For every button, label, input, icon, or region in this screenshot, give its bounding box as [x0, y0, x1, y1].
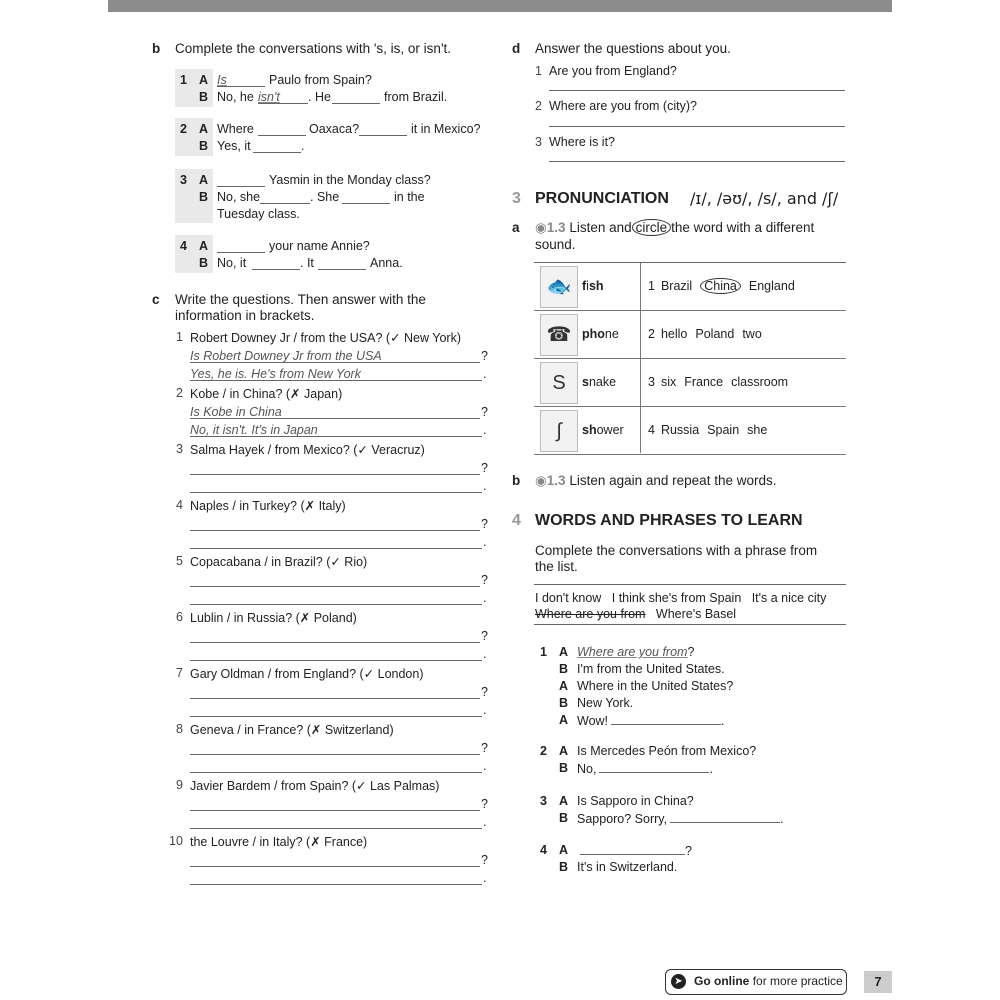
section-3-phonemes: /ɪ/, /əʊ/, /s/, and /ʃ/ [690, 189, 839, 208]
phrase-list-line-1 [535, 591, 826, 605]
s4-item-2-line-1 [577, 744, 756, 758]
c2-answer-text: No, it isn't. It's in Japan [190, 423, 318, 437]
line-end: . [709, 762, 713, 776]
s4-item-4-speaker-2: B [559, 860, 569, 874]
c6-question-line[interactable] [190, 642, 480, 643]
pron-word-3 [582, 375, 616, 389]
section-3b-instruction [535, 473, 776, 489]
instr-a-text2: the word with a different [671, 220, 815, 235]
s4-item-4-speaker-1: A [559, 843, 569, 857]
option-number: 2 [648, 327, 655, 341]
line-answer: Where are you from [577, 645, 688, 659]
c2-qmark: ? [481, 405, 488, 419]
word-rest-1: i [586, 279, 589, 293]
option-word-2[interactable]: France [684, 375, 724, 389]
b2-b-blank [253, 152, 301, 153]
phrase-4-used: Where are you from [535, 607, 646, 621]
c1-qmark: ? [481, 349, 488, 363]
c10-answer-line[interactable] [190, 884, 482, 885]
c7-period: . [483, 703, 487, 717]
b1-b-end: from Brazil. [384, 90, 448, 104]
section-3-title: PRONUNCIATION [535, 190, 669, 207]
pron-options-4 [648, 423, 775, 437]
c8-num: 8 [176, 722, 183, 736]
line-text: Is Mercedes Peón from Mexico? [577, 744, 757, 758]
b2-a-blank1 [258, 135, 306, 136]
s4-item-1-speaker-2: B [559, 662, 569, 676]
option-word-2[interactable]: China [700, 278, 741, 294]
line-text: I'm from the United States. [577, 662, 725, 676]
option-word-1[interactable]: Russia [660, 423, 700, 437]
c3-qmark: ? [481, 461, 488, 475]
c5-num: 5 [176, 554, 183, 568]
section-4-instruction-1: Complete the conversations with a phrase from [535, 543, 818, 558]
b1-b-mid: . He [308, 90, 331, 104]
c8-question-line[interactable] [190, 754, 480, 755]
line-text: Sapporo? Sorry, [577, 812, 668, 826]
c2-answer-line[interactable] [190, 436, 482, 437]
s4-item-1-speaker-4: B [559, 696, 569, 710]
pron-options-2 [648, 327, 770, 341]
go-online-button[interactable] [665, 969, 847, 995]
pron-row-2 [534, 311, 846, 359]
c6-prompt: Lublin / in Russia? (✗ Poland) [190, 611, 357, 625]
b3-b-text4: Tuesday class. [217, 207, 300, 221]
c3-period: . [483, 479, 487, 493]
s4-item-3-line-1 [577, 794, 694, 808]
section-3a-instruction-2: sound. [535, 237, 576, 252]
word-bold-2: sh [588, 279, 604, 293]
phrase-box-bottom [534, 624, 846, 625]
b3-a-text: Yasmin in the Monday class? [269, 173, 431, 187]
b4-num: 4 [180, 239, 187, 253]
c5-answer-line[interactable] [190, 604, 482, 605]
d2-text: Where are you from (city)? [549, 99, 697, 113]
c3-num: 3 [176, 442, 183, 456]
b3-b-blank2 [342, 203, 390, 204]
s4-item-2-num: 2 [540, 744, 547, 758]
line-end: . [780, 812, 784, 826]
s4-item-3-speaker-1: A [559, 794, 569, 808]
b3-num: 3 [180, 173, 187, 187]
b1-a-label: A [199, 73, 209, 87]
s4-item-1-num: 1 [540, 645, 547, 659]
s4-item-2-line-2 [577, 761, 713, 776]
b2-a-text2: Oaxaca? [309, 122, 360, 136]
b4-a-blank [217, 252, 265, 253]
phone-icon: ☎ [540, 314, 578, 356]
c4-prompt: Naples / in Turkey? (✗ Italy) [190, 499, 346, 513]
phrase-list-line-2 [535, 607, 736, 621]
go-online-rest: for more practice [752, 974, 843, 988]
section-4-title: WORDS AND PHRASES TO LEARN [535, 512, 803, 529]
c1-prompt: Robert Downey Jr / from the USA? (✓ New York) [190, 331, 461, 345]
c7-question-line[interactable] [190, 698, 480, 699]
b1-b-answer: isn't [258, 90, 280, 104]
s4-item-4-line-1 [577, 843, 692, 858]
b1-a-rest: Paulo from Spain? [269, 73, 372, 87]
c1-question-line[interactable] [190, 362, 480, 363]
c4-qmark: ? [481, 517, 488, 531]
b1-a-blank [217, 86, 265, 87]
c1-period: . [483, 367, 487, 381]
b3-b-label: B [199, 190, 209, 204]
word-bold-1: s [582, 375, 589, 389]
b1-b-pre: No, he [217, 90, 254, 104]
c7-prompt: Gary Oldman / from England? (✓ London) [190, 667, 424, 681]
option-word-2[interactable]: Spain [707, 423, 740, 437]
d1-text: Are you from England? [549, 64, 677, 78]
option-number: 1 [648, 279, 655, 293]
d2-num: 2 [535, 99, 542, 113]
word-rest-1: ower [596, 423, 624, 437]
option-word-3[interactable]: two [742, 327, 762, 341]
option-word-3[interactable]: she [747, 423, 768, 437]
b1-a-answer: Is [217, 73, 227, 87]
b4-a-label: A [199, 239, 209, 253]
s4-item-4-line-2 [577, 860, 677, 874]
c5-question-line[interactable] [190, 586, 480, 587]
go-online-text [694, 974, 843, 988]
cd-audio-icon[interactable]: ◉ [535, 220, 547, 235]
option-number: 4 [648, 423, 655, 437]
c7-num: 7 [176, 666, 183, 680]
word-bold-1: f [582, 279, 587, 293]
instr-b-text: Listen again and repeat the words. [569, 473, 777, 488]
option-number: 3 [648, 375, 655, 389]
s4-item-4-num: 4 [540, 843, 547, 857]
cd-track-b: 1.3 [546, 473, 566, 488]
d3-text: Where is it? [549, 135, 615, 149]
option-word-3[interactable]: England [748, 279, 795, 293]
option-word-1[interactable]: Brazil [660, 279, 693, 293]
word-bold-2: o [597, 327, 605, 341]
s4-item-1-speaker-5: A [559, 713, 569, 727]
c9-prompt: Javier Bardem / from Spain? (✓ Las Palmas) [190, 779, 440, 793]
cd-audio-icon-b[interactable]: ◉ [535, 473, 547, 488]
page-number: 7 [864, 971, 892, 993]
line-text: Where in the United States? [577, 679, 734, 693]
instr-a-circle: circle [632, 219, 672, 236]
b2-b-end: . [301, 139, 305, 153]
line-end: ? [687, 645, 695, 659]
pron-row-1 [534, 263, 846, 311]
c9-question-line[interactable] [190, 810, 480, 811]
s4-item-1-line-1 [577, 645, 694, 659]
c5-qmark: ? [481, 573, 488, 587]
word-rest-1: nake [588, 375, 617, 389]
c8-qmark: ? [481, 741, 488, 755]
option-word-2[interactable]: Poland [695, 327, 735, 341]
b4-a-text: your name Annie? [269, 239, 370, 253]
page-top-edge [108, 0, 892, 12]
c10-num: 10 [169, 834, 183, 848]
c10-question-line[interactable] [190, 866, 480, 867]
c2-question-answer: Is Kobe in China [190, 405, 282, 419]
s4-item-1-line-4 [577, 696, 633, 710]
c4-question-line[interactable] [190, 530, 480, 531]
pron-word-2 [582, 327, 619, 341]
d1-answer-line[interactable] [549, 90, 845, 91]
c7-qmark: ? [481, 685, 488, 699]
section-b-instruction: Complete the conversations with 's, is, or isn't. [175, 41, 452, 56]
c9-answer-line[interactable] [190, 828, 482, 829]
section-c-instruction-1: Write the questions. Then answer with the [175, 292, 426, 307]
b2-b-label: B [199, 139, 209, 153]
word-rest-2: ne [604, 327, 619, 341]
c1-num: 1 [176, 330, 183, 344]
b1-b-blank1 [258, 103, 308, 104]
b4-b-text1: No, it [217, 256, 247, 270]
b4-b-text2: . It [300, 256, 314, 270]
c8-prompt: Geneva / in France? (✗ Switzerland) [190, 723, 394, 737]
phrase-3: It's a nice city [751, 591, 827, 605]
phrase-5: Where's Basel [655, 607, 737, 621]
answer-blank[interactable] [670, 811, 780, 823]
b4-b-text3: Anna. [370, 256, 403, 270]
phrase-1: I don't know [535, 591, 602, 605]
line-end: ? [685, 844, 692, 858]
line-text: No, [577, 762, 597, 776]
c5-prompt: Copacabana / in Brazil? (✓ Rio) [190, 555, 368, 569]
s4-item-1-line-5 [577, 713, 725, 728]
c2-prompt: Kobe / in China? (✗ Japan) [190, 387, 343, 401]
b3-b-text3: in the [394, 190, 425, 204]
b3-b-text2: . She [310, 190, 340, 204]
b3-b-blank1 [260, 203, 310, 204]
c3-prompt: Salma Hayek / from Mexico? (✓ Veracruz) [190, 443, 425, 457]
c2-num: 2 [176, 386, 183, 400]
c9-num: 9 [176, 778, 183, 792]
section-4-instruction-2: the list. [535, 559, 578, 574]
word-bold-1: sh [582, 423, 597, 437]
snake-icon: S [540, 362, 578, 404]
b4-b-blank2 [318, 269, 366, 270]
answer-blank[interactable] [580, 843, 685, 855]
section-c-letter: c [152, 292, 160, 307]
s4-item-3-num: 3 [540, 794, 547, 808]
c3-answer-line[interactable] [190, 492, 482, 493]
c6-period: . [483, 647, 487, 661]
pron-options-3 [648, 375, 796, 389]
phrase-box-top [534, 584, 846, 585]
s4-item-1-line-2 [577, 662, 725, 676]
c2-question-line[interactable] [190, 418, 480, 419]
s4-item-3-line-2 [577, 811, 784, 826]
b2-a-label: A [199, 122, 209, 136]
b1-b-blank2 [332, 103, 380, 104]
s4-item-1-line-3 [577, 679, 733, 693]
b2-num: 2 [180, 122, 187, 136]
b2-a-blank2 [359, 135, 407, 136]
b2-a-text1: Where [217, 122, 254, 136]
section-4-number: 4 [512, 512, 521, 529]
c4-answer-line[interactable] [190, 548, 482, 549]
section-d-letter: d [512, 41, 521, 56]
s4-item-1-speaker-1: A [559, 645, 569, 659]
d3-answer-line[interactable] [549, 161, 845, 162]
option-word-1[interactable]: six [660, 375, 677, 389]
b4-b-blank1 [252, 269, 300, 270]
s4-item-3-speaker-2: B [559, 811, 569, 825]
option-word-3[interactable]: classroom [731, 375, 789, 389]
c1-question-answer: Is Robert Downey Jr from the USA [190, 349, 382, 363]
c4-num: 4 [176, 498, 183, 512]
line-text: New York. [577, 696, 634, 710]
c2-period: . [483, 423, 487, 437]
c9-qmark: ? [481, 797, 488, 811]
section-c-instruction-2: information in brackets. [175, 308, 315, 323]
c6-answer-line[interactable] [190, 660, 482, 661]
section-3a-instruction [535, 220, 814, 236]
instr-a-text1: Listen and [569, 220, 632, 235]
d3-num: 3 [535, 135, 542, 149]
section-3-number: 3 [512, 190, 521, 207]
s4-item-2-speaker-1: A [559, 744, 569, 758]
word-bold-1: ph [582, 327, 598, 341]
phrase-2: I think she's from Spain [611, 591, 742, 605]
pron-row-4 [534, 407, 846, 455]
b3-a-label: A [199, 173, 209, 187]
c10-period: . [483, 871, 487, 885]
b2-b-text: Yes, it [217, 139, 251, 153]
c3-question-line[interactable] [190, 474, 480, 475]
c1-answer-line[interactable] [190, 380, 482, 381]
section-3a-letter: a [512, 220, 520, 235]
section-3b-letter: b [512, 473, 521, 488]
cd-track: 1.3 [546, 220, 566, 235]
c10-prompt: the Louvre / in Italy? (✗ France) [190, 835, 368, 849]
section-d-instruction: Answer the questions about you. [535, 41, 731, 56]
c8-answer-line[interactable] [190, 772, 482, 773]
pron-row-3 [534, 359, 846, 407]
c5-period: . [483, 591, 487, 605]
fish-icon: 🐟 [540, 266, 578, 308]
b1-b-label: B [199, 90, 209, 104]
c8-period: . [483, 759, 487, 773]
d1-num: 1 [535, 64, 542, 78]
b3-a-blank [217, 186, 265, 187]
s4-item-2-speaker-2: B [559, 761, 569, 775]
answer-blank[interactable] [599, 761, 709, 773]
line-text: Is Sapporo in China? [577, 794, 694, 808]
c10-qmark: ? [481, 853, 488, 867]
line-text: Wow! [577, 714, 609, 728]
arrow-icon: ➤ [671, 974, 686, 989]
option-word-1[interactable]: hello [660, 327, 688, 341]
line-end: . [721, 714, 725, 728]
d2-answer-line[interactable] [549, 126, 845, 127]
c1-answer-text: Yes, he is. He's from New York [190, 367, 361, 381]
pron-options-1 [648, 279, 803, 293]
c6-qmark: ? [481, 629, 488, 643]
b1-num: 1 [180, 73, 187, 87]
pron-word-1 [582, 279, 604, 293]
c9-period: . [483, 815, 487, 829]
s4-item-1-speaker-3: A [559, 679, 569, 693]
c4-period: . [483, 535, 487, 549]
c7-answer-line[interactable] [190, 716, 482, 717]
b2-a-text3: it in Mexico? [411, 122, 481, 136]
b4-b-label: B [199, 256, 209, 270]
pron-word-4 [582, 423, 624, 437]
shower-icon: ∫ [540, 410, 578, 452]
section-b-letter: b [152, 41, 161, 56]
c6-num: 6 [176, 610, 183, 624]
line-text: It's in Switzerland. [577, 860, 678, 874]
go-online-bold: Go online [694, 974, 750, 988]
answer-blank[interactable] [611, 713, 721, 725]
b3-b-text1: No, she [217, 190, 261, 204]
